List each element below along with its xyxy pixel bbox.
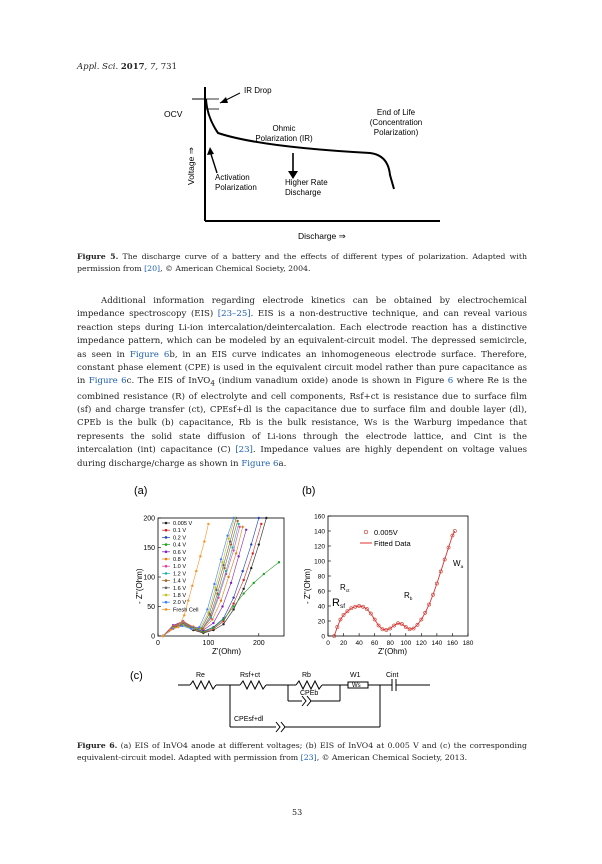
x-tick-label: 120 bbox=[415, 640, 427, 647]
data-point bbox=[226, 535, 228, 537]
y-tick-label: 140 bbox=[314, 528, 325, 536]
data-point bbox=[258, 517, 260, 519]
data-point bbox=[241, 570, 243, 572]
data-point bbox=[258, 543, 260, 545]
data-point bbox=[250, 543, 252, 545]
legend-a-marker bbox=[165, 536, 168, 539]
data-point bbox=[216, 592, 218, 594]
para-text-6: . Impedance values are highly dependent on voltage values during discharge/charge as shown in bbox=[77, 445, 527, 469]
x-tick-label: 40 bbox=[355, 640, 363, 647]
ref-link-figure-6b[interactable]: Figure 6 bbox=[129, 349, 170, 360]
data-point bbox=[237, 523, 239, 525]
data-point bbox=[235, 552, 237, 554]
plot-b-xlabel: Z'(Ohm) bbox=[378, 647, 408, 656]
page-number: 53 bbox=[292, 808, 303, 817]
label-rb: Rb bbox=[302, 672, 311, 679]
data-point bbox=[225, 570, 227, 572]
activation-arrowhead bbox=[207, 147, 214, 155]
data-point bbox=[232, 605, 234, 607]
legend-a-marker bbox=[165, 529, 168, 532]
x-tick-label: 200 bbox=[252, 640, 265, 647]
panel-a-label: (a) bbox=[134, 485, 148, 497]
data-point bbox=[220, 599, 222, 601]
data-point bbox=[221, 605, 223, 607]
label-cpeb: CPEb bbox=[300, 690, 319, 697]
legend-a-item: 1.8 V bbox=[173, 593, 187, 599]
data-point bbox=[162, 635, 164, 637]
label-cint: Cint bbox=[386, 672, 399, 679]
label-w1: W1 bbox=[350, 672, 361, 679]
data-point bbox=[207, 611, 209, 613]
data-point bbox=[278, 561, 280, 563]
ir-drop-arrowhead bbox=[220, 97, 228, 103]
legend-a-item: 2.0 V bbox=[173, 600, 187, 607]
data-point bbox=[227, 537, 229, 539]
end-of-life-label-3: Polarization) bbox=[373, 128, 419, 137]
data-point bbox=[222, 564, 224, 566]
legend-a-marker bbox=[165, 543, 168, 546]
activation-label-2: Polarization bbox=[215, 183, 257, 192]
data-point bbox=[253, 582, 255, 584]
journal-year: 2017 bbox=[120, 62, 145, 72]
figure-5-caption-text: The discharge curve of a battery and the effects of different types of polarization. Adapted with permission from bbox=[77, 252, 527, 274]
y-tick-label: 20 bbox=[317, 618, 325, 626]
annot-rct: $R_{ct}$ bbox=[340, 583, 350, 594]
data-point bbox=[265, 517, 267, 519]
annot-rsf: Rsf bbox=[332, 597, 346, 610]
panel-c-label: (c) bbox=[130, 670, 143, 682]
data-point bbox=[232, 602, 234, 604]
ref-link-23[interactable]: [23] bbox=[235, 445, 253, 456]
resistor-re bbox=[190, 681, 216, 689]
data-point bbox=[213, 583, 215, 585]
data-point bbox=[245, 529, 247, 531]
plot-frame bbox=[328, 516, 468, 636]
data-point bbox=[183, 614, 185, 616]
annot-rsf-sub: sf bbox=[339, 603, 346, 610]
x-tick-label: 100 bbox=[202, 640, 215, 647]
ref-link-figure-6a[interactable]: Figure 6 bbox=[241, 458, 279, 469]
legend-a-item: 0.4 V bbox=[173, 542, 187, 549]
data-point bbox=[232, 517, 234, 519]
data-point bbox=[231, 546, 233, 548]
data-point bbox=[237, 555, 239, 557]
data-point bbox=[207, 523, 209, 525]
para-text-7: a. bbox=[278, 458, 287, 469]
ohmic-label-1: Ohmic bbox=[272, 124, 296, 133]
data-point bbox=[191, 585, 193, 587]
y-tick-label: 120 bbox=[314, 543, 325, 551]
label-re: Re bbox=[196, 672, 205, 679]
data-point bbox=[223, 567, 225, 569]
plot-a-xlabel: Z'(Ohm) bbox=[212, 647, 242, 656]
annot-wa: $W_a$ bbox=[453, 559, 464, 570]
resistor-rsfct bbox=[240, 681, 266, 689]
x-tick-label: 100 bbox=[400, 640, 412, 647]
data-point bbox=[190, 628, 192, 630]
voltage-axis-label: Voltage ⇒ bbox=[186, 147, 196, 185]
legend-a-item: 1.2 V bbox=[173, 571, 187, 578]
x-tick-label: 20 bbox=[339, 640, 348, 647]
x-tick-label: 0 bbox=[326, 640, 330, 647]
legend-b-item: 0.005V bbox=[374, 528, 398, 537]
data-point bbox=[260, 523, 262, 525]
data-point bbox=[230, 543, 232, 545]
figure-6c-equivalent-circuit bbox=[130, 665, 450, 741]
y-tick-label: 80 bbox=[317, 573, 325, 581]
annot-wa-sub: a bbox=[460, 565, 464, 570]
end-of-life-label-1: End of Life bbox=[376, 108, 416, 117]
y-tick-label: 40 bbox=[317, 603, 325, 611]
legend-a-marker bbox=[165, 572, 168, 575]
annot-rb-sub: b bbox=[409, 597, 413, 602]
ir-drop-label: IR Drop bbox=[244, 86, 272, 95]
data-point bbox=[199, 555, 201, 557]
figure-6-caption-text: (a) EIS of InVO4 anode at different voltages; (b) EIS of InVO4 at 0.005 V and (c) the corresponding equivalent-circuit model. Adapted with permission from bbox=[77, 741, 527, 763]
legend-a-item: 1.0 V bbox=[173, 564, 187, 571]
y-tick-label: 160 bbox=[314, 513, 325, 521]
activation-label-1: Activation bbox=[215, 173, 250, 182]
data-point bbox=[230, 582, 232, 584]
discharge-axis-label: Discharge ⇒ bbox=[298, 231, 346, 241]
legend-a-item: 0.1 V bbox=[173, 528, 187, 535]
label-ws: Ws bbox=[352, 683, 361, 689]
figure-6-caption-label: Figure 6. bbox=[77, 741, 118, 750]
x-tick-label: 0 bbox=[156, 640, 160, 647]
figure-5-caption bbox=[77, 251, 527, 276]
label-cpesfdl: CPEsf+dl bbox=[234, 716, 264, 723]
body-paragraph bbox=[77, 295, 527, 471]
figure-5-caption-end: , © American Chemical Society, 2004. bbox=[160, 264, 311, 274]
data-point bbox=[250, 567, 252, 569]
y-tick-label: 100 bbox=[143, 574, 155, 582]
resistor-rb bbox=[296, 681, 322, 689]
para-text-4: (indium vanadium oxide) anode is shown in Figure bbox=[214, 376, 448, 387]
figure-5-caption-label: Figure 5. bbox=[77, 252, 119, 261]
para-text-1: Additional information regarding electrode kinetics can be obtained by electrochemical impedance spectroscopy (EIS) bbox=[77, 296, 527, 320]
para-text-2b: b, in an EIS curve indicates an inhomogeneous electrode surface. Therefore, constant phase element (CPE) is used in the equivalent circuit model rather than pure capacitance as in bbox=[77, 349, 527, 387]
y-tick-label: 0 bbox=[321, 633, 325, 641]
data-point bbox=[212, 622, 214, 624]
data-point bbox=[169, 629, 171, 631]
figure-6-eis-plots bbox=[120, 482, 480, 662]
legend-a-marker bbox=[165, 601, 168, 604]
plot-a bbox=[143, 516, 284, 648]
y-tick-label: 200 bbox=[143, 515, 155, 523]
legend-a-item: 0.2 V bbox=[173, 535, 187, 542]
legend-b-marker bbox=[364, 530, 368, 534]
data-point bbox=[198, 626, 200, 628]
data-point bbox=[232, 608, 234, 610]
cpe-element-cpeb bbox=[302, 696, 311, 706]
plot-b-ylabel: - Z''(Ohm) bbox=[303, 568, 312, 604]
legend-a-marker bbox=[165, 579, 168, 582]
legend-a-marker bbox=[165, 558, 168, 561]
journal-volume: 7 bbox=[149, 62, 156, 72]
figure-5-discharge-curve bbox=[150, 85, 450, 245]
figure-6-caption bbox=[77, 740, 527, 765]
label-rsfct: Rsf+ct bbox=[240, 672, 261, 679]
journal-page: 731 bbox=[160, 62, 177, 72]
data-point bbox=[232, 549, 234, 551]
data-point bbox=[236, 520, 238, 522]
y-tick-label: 50 bbox=[147, 604, 155, 611]
legend-a-marker bbox=[165, 522, 168, 525]
plot-b bbox=[314, 514, 474, 648]
annot-rct-sub: ct bbox=[345, 589, 350, 594]
legend-a-item: 0.005 V bbox=[173, 521, 193, 527]
journal-name: Appl. Sci. bbox=[77, 62, 119, 72]
data-point bbox=[214, 586, 216, 588]
para-subscript: 4 bbox=[210, 379, 215, 389]
data-point bbox=[229, 540, 231, 542]
x-tick-label: 140 bbox=[431, 640, 443, 647]
cpe-element-cpesfdl bbox=[276, 722, 285, 732]
y-tick-label: 150 bbox=[143, 545, 155, 552]
data-point bbox=[241, 526, 243, 528]
data-point bbox=[242, 592, 244, 594]
y-tick-label: 0 bbox=[151, 633, 155, 641]
legend-a-item: Fresh Cell bbox=[173, 607, 199, 614]
x-tick-label: 180 bbox=[462, 640, 474, 647]
data-point bbox=[238, 526, 240, 528]
data-point bbox=[220, 558, 222, 560]
data-point bbox=[221, 561, 223, 563]
panel-b-label: (b) bbox=[302, 485, 316, 497]
figure-6-caption-end: , © American Chemical Society, 2013. bbox=[316, 753, 468, 763]
para-text-2: . EIS is a non-destructive technique, and can reveal various reaction steps during Li-ion intercalation/deintercalation. Each electrode reaction has a distinctive impedance pattern, which can be modeled by an equivalent-circuit model. The depressed semicircle, as seen in bbox=[77, 309, 527, 360]
ohmic-label-2: Polarization (IR) bbox=[255, 134, 313, 143]
data-point bbox=[227, 576, 229, 578]
y-tick-label: 60 bbox=[317, 588, 325, 596]
higher-rate-label-2: Discharge bbox=[285, 188, 322, 197]
legend-a-item: 1.6 V bbox=[173, 585, 187, 592]
figure-5-ref-link[interactable]: [20] bbox=[144, 264, 161, 274]
data-point bbox=[177, 626, 179, 628]
legend-a-item: 1.4 V bbox=[173, 578, 187, 585]
legend-a-item: 0.8 V bbox=[173, 557, 187, 563]
annot-rb: $R_b$ bbox=[404, 591, 413, 602]
ref-link-figure-6[interactable]: 6 bbox=[447, 376, 454, 387]
plot-a-ylabel: - Z''(Ohm) bbox=[135, 568, 144, 604]
legend-a-marker bbox=[165, 587, 168, 590]
legend-a-marker bbox=[165, 608, 168, 611]
data-point bbox=[222, 623, 224, 625]
para-text-3: c. The EIS of InVO bbox=[126, 376, 211, 387]
y-tick-label: 100 bbox=[314, 558, 325, 566]
data-point bbox=[203, 540, 205, 542]
running-header: Appl. Sci. 2017, 7, 731 bbox=[77, 62, 177, 72]
data-point bbox=[232, 596, 234, 598]
data-point bbox=[187, 599, 189, 601]
legend-a-marker bbox=[165, 551, 168, 554]
data-point bbox=[252, 552, 254, 554]
figure-6-ref-link[interactable]: [23] bbox=[300, 753, 317, 763]
data-point bbox=[222, 618, 224, 620]
ref-link-figure-6c[interactable]: Figure 6 bbox=[88, 376, 127, 387]
ocv-label: OCV bbox=[164, 109, 183, 119]
ref-link-23-25[interactable]: [23–25] bbox=[217, 309, 251, 320]
data-point bbox=[195, 570, 197, 572]
x-tick-label: 160 bbox=[447, 640, 458, 647]
legend-b-item: Fitted Data bbox=[374, 539, 411, 548]
data-point bbox=[242, 588, 244, 590]
data-point bbox=[206, 608, 208, 610]
legend-a-item: 0.6 V bbox=[173, 549, 187, 556]
x-tick-label: 60 bbox=[371, 640, 379, 647]
para-text-5: where Re is the combined resistance (R) of electrolyte and cell components, Rsf+ct is resistance due to surface film (sf) and charge transfer (ct), CPEsf+dl is the capacitance due to surface film and double layer (dl), CPEb is the bulk (b) capacitance, Rb is the bulk resistance, Ws is the Warburg impedance that represents the solid state diffusion of Li-ions through the electrode lattice, and Cint is the intercalation (int) capacitance (C) bbox=[77, 376, 528, 456]
data-point bbox=[181, 625, 183, 627]
higher-rate-label-1: Higher Rate bbox=[285, 178, 328, 187]
legend-a-marker bbox=[165, 594, 168, 597]
end-of-life-label-2: (Concentration bbox=[369, 118, 423, 127]
data-point bbox=[242, 579, 244, 581]
legend-a-marker bbox=[165, 565, 168, 568]
data-point bbox=[212, 627, 214, 629]
data-point bbox=[215, 589, 217, 591]
data-point bbox=[263, 573, 265, 575]
x-tick-label: 80 bbox=[386, 640, 394, 647]
